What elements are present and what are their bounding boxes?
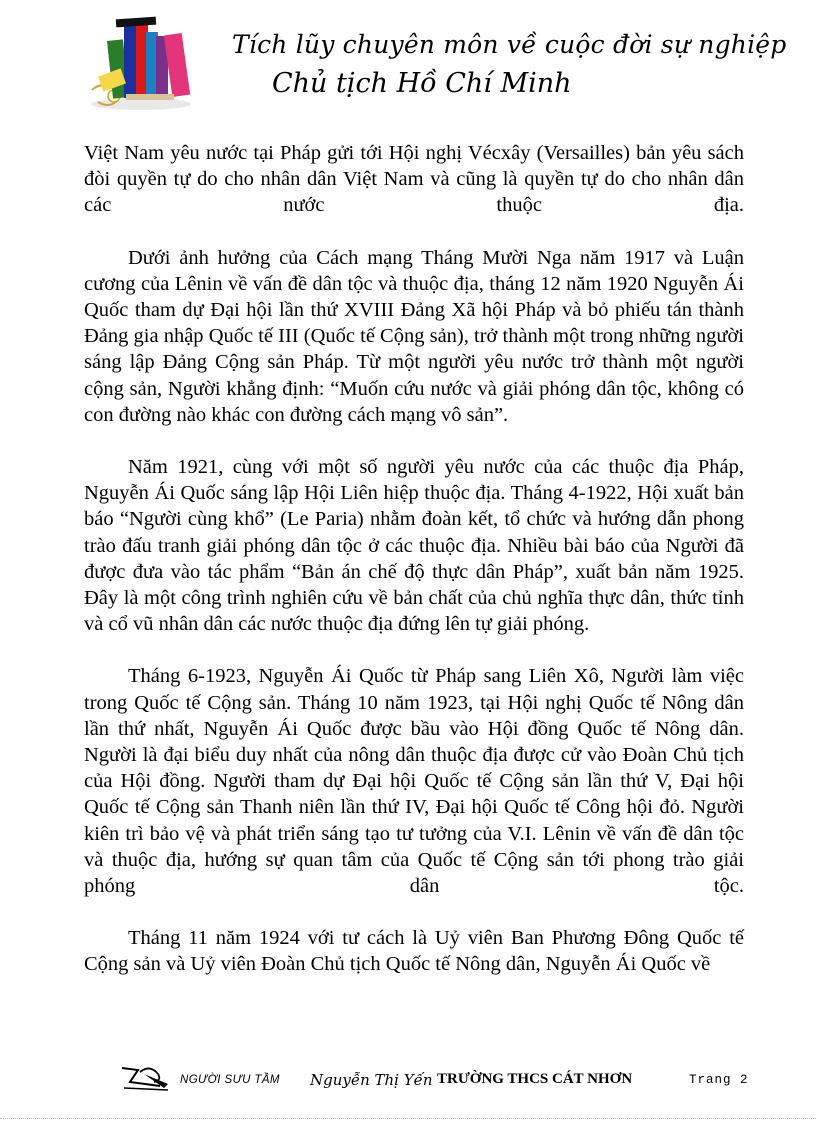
- paragraph: Tháng 6-1923, Nguyễn Ái Quốc từ Pháp sang Liên Xô, Người làm việc trong Quốc tế Cộng sản. Tháng 10 năm 1923, tại Hội nghị Quốc tế Nông dân lần thứ nhất, Nguyễn Ái Quốc được bầu vào Hội đồng Quốc tế Nông dân. Người là đại biểu duy nhất của nông dân thuộc địa được cử vào Đoàn Chủ tịch của Hội đồng. Người tham dự Đại hội Quốc tế Cộng sản lần thứ V, Đại hội Quốc tế Cộng sản Thanh niên lần thứ IV, Đại hội Quốc tế Công hội đỏ. Người kiên trì bảo vệ và phát triển sáng tạo tư tưởng của V.I. Lênin về vấn đề dân tộc và thuộc địa, hướng sự quan tâm của Quốc tế Cộng sản tới phong trào giải phóng dân tộc.: [84, 665, 744, 898]
- page-footer: [0, 1058, 816, 1098]
- paragraph: Tháng 11 năm 1924 với tư cách là Uỷ viên Ban Phương Đông Quốc tế Cộng sản và Uỷ viên Đoàn Chủ tịch Quốc tế Nông dân, Nguyễn Ái Quốc về: [84, 927, 744, 976]
- header-title-line-1: Tích lũy chuyên môn về cuộc đời sự nghiệp: [232, 30, 787, 59]
- header-title-line-2: Chủ tịch Hồ Chí Minh: [272, 68, 572, 99]
- collector-label: NGƯỜI SƯU TẦM: [180, 1074, 280, 1086]
- page-header: [0, 0, 816, 125]
- paragraph: Năm 1921, cùng với một số người yêu nước của các thuộc địa Pháp, Nguyễn Ái Quốc sáng lập Hội Liên hiệp thuộc địa. Tháng 4-1922, Hội xuất bản báo “Người cùng khổ” (Le Paria) nhằm đoàn kết, tổ chức và hướng dẫn phong trào đấu tranh giải phóng dân tộc ở các thuộc địa. Nhiều bài báo của Người đã được đưa vào tác phẩm “Bản án chế độ thực dân Pháp”, xuất bản năm 1925. Đây là một công trình nghiên cứu về bản chất của chủ nghĩa thực dân, thức tỉnh và cổ vũ nhân dân các nước thuộc địa đứng lên tự giải phóng.: [84, 456, 744, 636]
- bottom-divider: [0, 1118, 816, 1119]
- paragraph: Dưới ảnh hưởng của Cách mạng Tháng Mười Nga năm 1917 và Luận cương của Lênin về vấn đề dân tộc và thuộc địa, tháng 12 năm 1920 Nguyễn Ái Quốc tham dự Đại hội lần thứ XVIII Đảng Xã hội Pháp và bỏ phiếu tán thành Đảng gia nhập Quốc tế III (Quốc tế Cộng sản), trở thành một trong những người sáng lập Đảng Cộng sản Pháp. Từ một người yêu nước trở thành một người cộng sản, Người khẳng định: “Muốn cứu nước và giải phóng dân tộc, không có con đường nào khác con đường cách mạng vô sản”.: [84, 246, 744, 426]
- school-name: TRƯỜNG THCS CÁT NHƠN: [437, 1071, 633, 1087]
- paragraph: Việt Nam yêu nước tại Pháp gửi tới Hội nghị Vécxây (Versailles) bản yêu sách đòi quyền tự do cho nhân dân Việt Nam và cũng là quyền tự do cho nhân dân các nước thuộc địa.: [84, 142, 744, 217]
- collector-name: Nguyễn Thị Yến: [310, 1071, 433, 1089]
- books-icon: [86, 12, 206, 114]
- document-body: [84, 140, 744, 978]
- pen-signature-icon: [120, 1060, 172, 1092]
- page-number: Trang 2: [689, 1073, 749, 1087]
